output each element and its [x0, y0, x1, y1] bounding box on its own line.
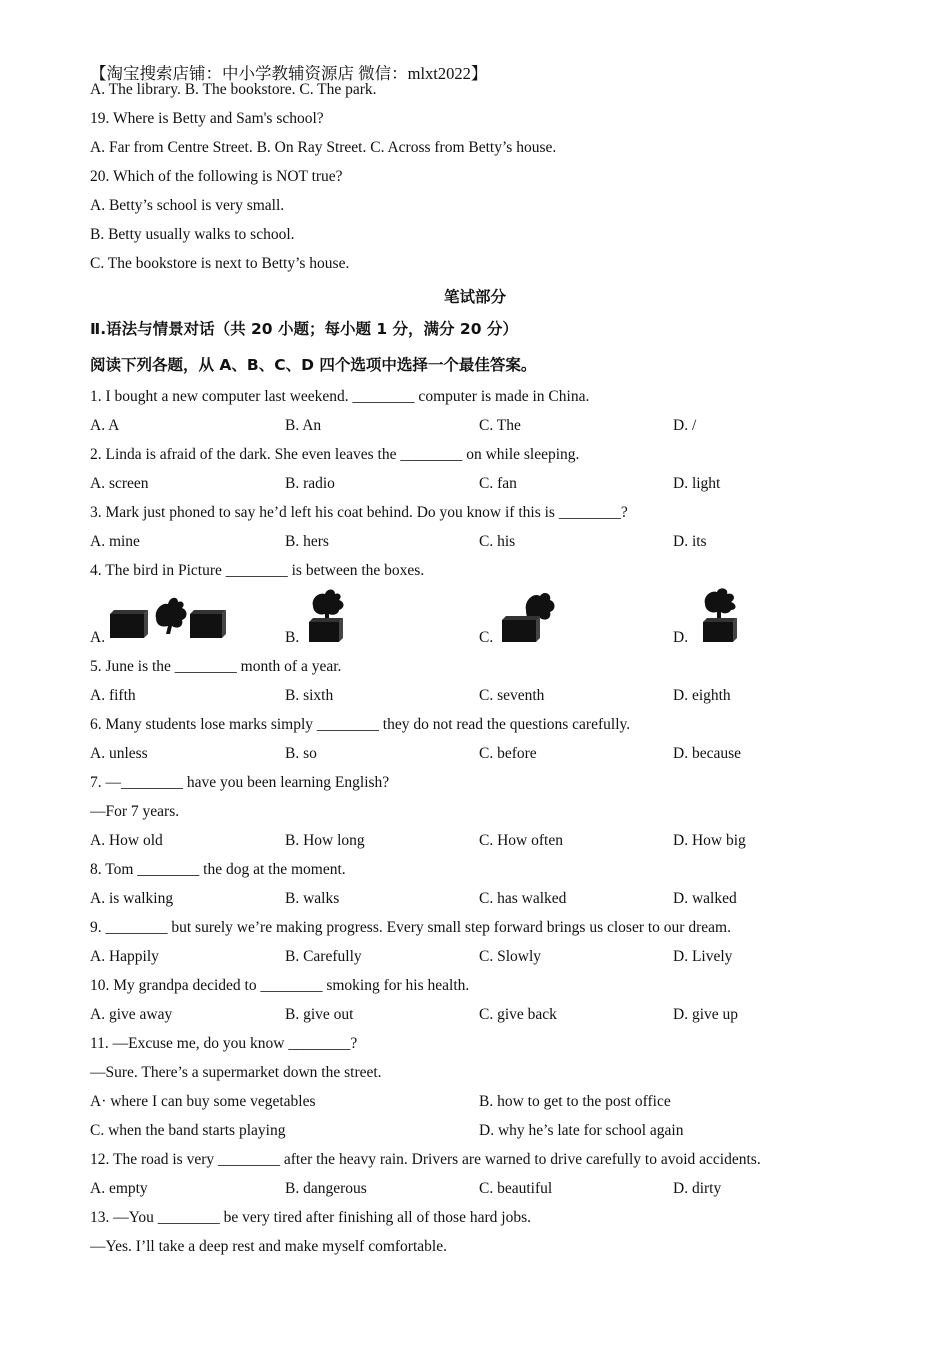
q12-option-a: A. empty: [90, 1180, 148, 1197]
q3-option-d: D. its: [673, 533, 707, 550]
q11-option-c: C. when the band starts playing: [90, 1122, 286, 1139]
q2-option-c: C. fan: [479, 475, 517, 492]
q12-text: 12. The road is very ________ after the heavy rain. Drivers are warned to drive carefully to avoid accidents.: [90, 1151, 761, 1168]
instruction: 阅读下列各题，从 A、B、C、D 四个选项中选择一个最佳答案。: [90, 356, 537, 374]
q3-text: 3. Mark just phoned to say he’d left his coat behind. Do you know if this is ________?: [90, 504, 628, 521]
written-part-title: 笔试部分: [443, 288, 506, 306]
q3-option-c: C. his: [479, 533, 516, 550]
q6-text: 6. Many students lose marks simply ________ they do not read the questions carefully.: [90, 716, 631, 733]
q4-option-d: D.: [673, 629, 689, 646]
q9-option-a: A. Happily: [90, 948, 159, 965]
q2-option-b: B. radio: [285, 475, 335, 492]
q19-options: A. Far from Centre Street. B. On Ray Street. C. Across from Betty’s house.: [90, 139, 557, 156]
q7-text: 7. —________ have you been learning English?: [90, 774, 390, 791]
section-title: Ⅱ.语法与情景对话（共 20 小题；每小题 1 分，满分 20 分）: [90, 320, 518, 338]
q7-reply: —For 7 years.: [90, 803, 180, 820]
q1-option-b: B. An: [285, 417, 322, 434]
q11-reply: —Sure. There’s a supermarket down the street.: [90, 1064, 382, 1081]
q6-option-a: A. unless: [90, 745, 148, 762]
q4-option-c: C.: [479, 629, 494, 646]
q6-option-b: B. so: [285, 745, 317, 762]
q9-option-c: C. Slowly: [479, 948, 542, 965]
q11-option-d: D. why he’s late for school again: [479, 1122, 684, 1139]
q7-option-a: A. How old: [90, 832, 163, 849]
q12-option-c: C. beautiful: [479, 1180, 553, 1197]
q7-option-d: D. How big: [673, 832, 746, 849]
q2-option-d: D. light: [673, 475, 721, 492]
q1-text: 1. I bought a new computer last weekend. ________ computer is made in China.: [90, 388, 590, 405]
q2-text: 2. Linda is afraid of the dark. She even leaves the ________ on while sleeping.: [90, 446, 580, 463]
q4-option-b: B.: [285, 629, 300, 646]
q10-option-c: C. give back: [479, 1006, 557, 1023]
q10-option-d: D. give up: [673, 1006, 739, 1023]
q2-option-a: A. screen: [90, 475, 149, 492]
q3-option-a: A. mine: [90, 533, 140, 550]
q20-option-b: B. Betty usually walks to school.: [90, 226, 295, 243]
q8-text: 8. Tom ________ the dog at the moment.: [90, 861, 346, 878]
q12-option-d: D. dirty: [673, 1180, 722, 1197]
q9-option-d: D. Lively: [673, 948, 733, 965]
q5-option-c: C. seventh: [479, 687, 545, 704]
q8-option-d: D. walked: [673, 890, 737, 907]
q1-option-c: C. The: [479, 417, 521, 434]
q7-option-c: C. How often: [479, 832, 563, 849]
q4-picture-c: [500, 590, 556, 644]
q13-text: 13. —You ________ be very tired after finishing all of those hard jobs.: [90, 1209, 531, 1226]
q12-option-b: B. dangerous: [285, 1180, 367, 1197]
q5-text: 5. June is the ________ month of a year.: [90, 658, 342, 675]
q10-text: 10. My grandpa decided to ________ smoking for his health.: [90, 977, 470, 994]
q20-text: 20. Which of the following is NOT true?: [90, 168, 343, 185]
q4-picture-a: [108, 592, 228, 644]
q5-option-d: D. eighth: [673, 687, 731, 704]
q11-text: 11. —Excuse me, do you know ________?: [90, 1035, 358, 1052]
q8-option-c: C. has walked: [479, 890, 567, 907]
q6-option-d: D. because: [673, 745, 741, 762]
q7-option-b: B. How long: [285, 832, 365, 849]
page-header-ad: 【淘宝搜索店铺：中小学教辅资源店 微信：mlxt2022】: [90, 64, 488, 83]
q4-picture-b: [305, 588, 349, 644]
q1-option-d: D. /: [673, 417, 697, 434]
q18-options: A. The library. B. The bookstore. C. The park.: [90, 81, 377, 98]
q11-option-a: A· where I can buy some vegetables: [90, 1093, 316, 1110]
q1-option-a: A. A: [90, 417, 120, 434]
q4-text: 4. The bird in Picture ________ is between the boxes.: [90, 562, 425, 579]
q4-picture-d: [697, 588, 743, 644]
q4-option-a: A.: [90, 629, 106, 646]
q20-option-c: C. The bookstore is next to Betty’s house.: [90, 255, 350, 272]
q9-option-b: B. Carefully: [285, 948, 362, 965]
q10-option-b: B. give out: [285, 1006, 354, 1023]
q5-option-b: B. sixth: [285, 687, 334, 704]
q8-option-a: A. is walking: [90, 890, 174, 907]
q3-option-b: B. hers: [285, 533, 329, 550]
q5-option-a: A. fifth: [90, 687, 136, 704]
q13-reply: —Yes. I’ll take a deep rest and make myself comfortable.: [90, 1238, 447, 1255]
q6-option-c: C. before: [479, 745, 537, 762]
q19-text: 19. Where is Betty and Sam's school?: [90, 110, 324, 127]
q8-option-b: B. walks: [285, 890, 340, 907]
q9-text: 9. ________ but surely we’re making progress. Every small step forward brings us closer to our dream.: [90, 919, 731, 936]
q20-option-a: A. Betty’s school is very small.: [90, 197, 285, 214]
q10-option-a: A. give away: [90, 1006, 173, 1023]
q11-option-b: B. how to get to the post office: [479, 1093, 671, 1110]
